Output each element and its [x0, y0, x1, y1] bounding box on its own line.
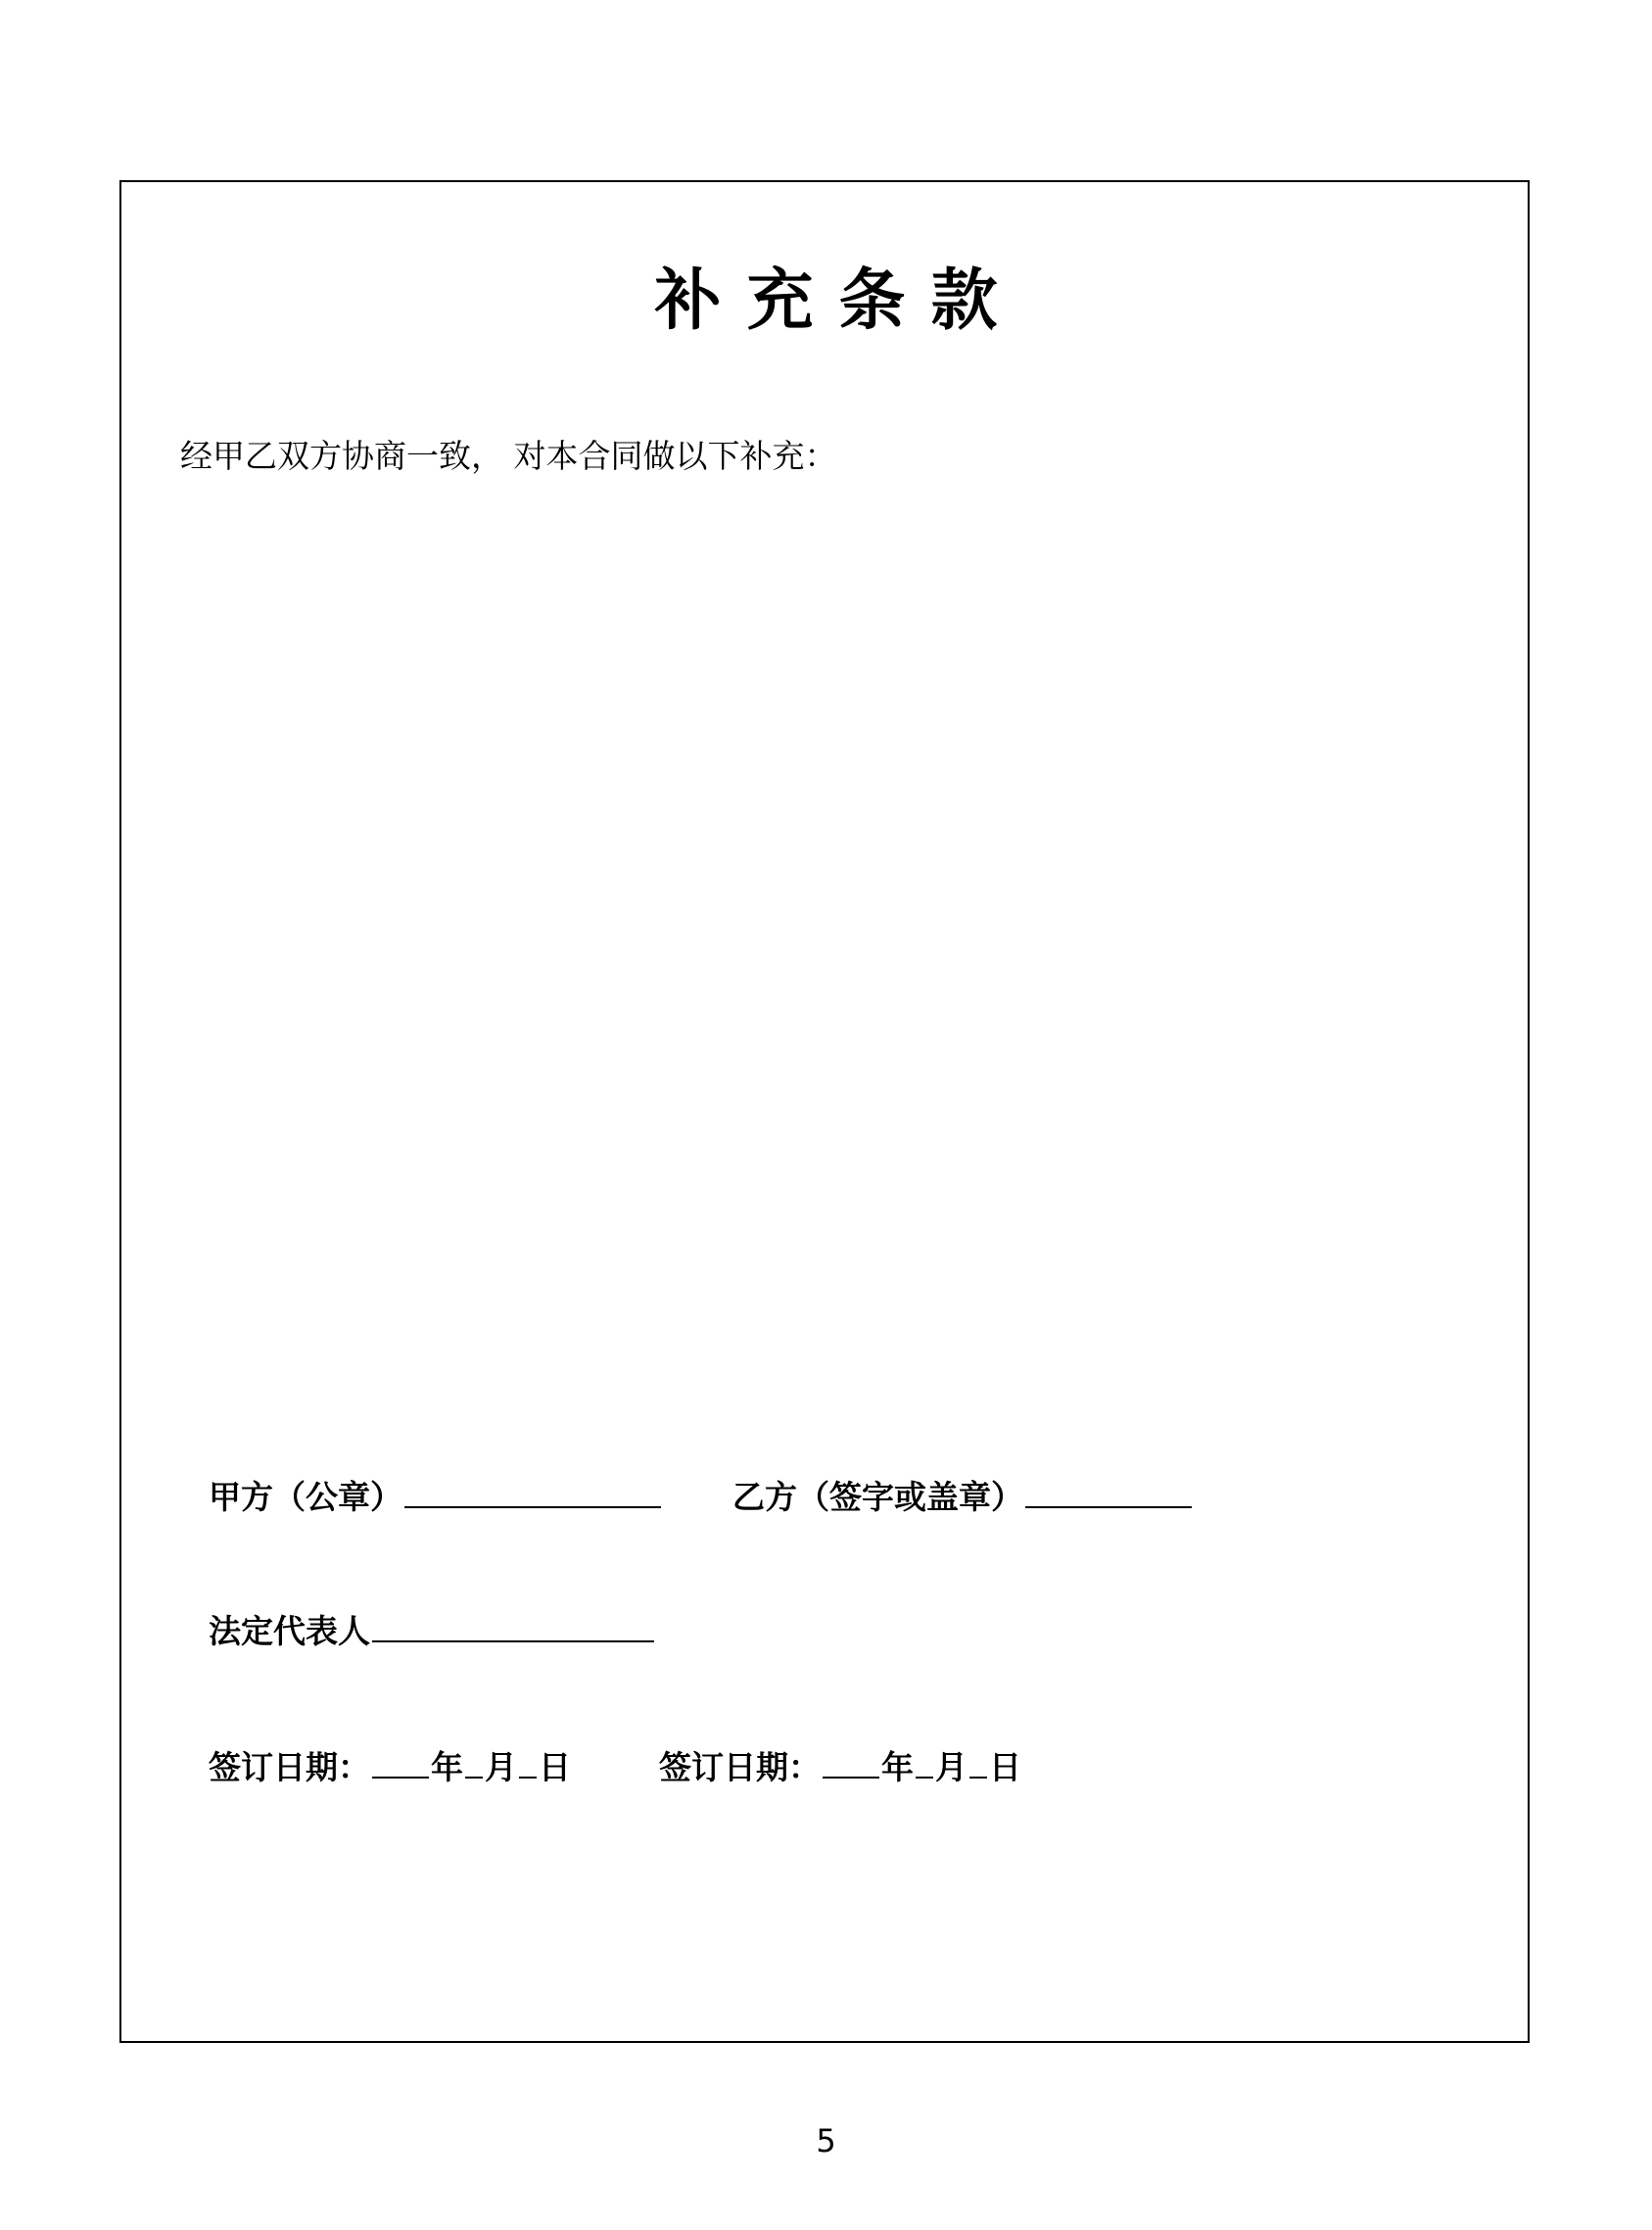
party-b-label: 乙方（签字或盖章） — [732, 1478, 1023, 1516]
date-b-day-label: 日 — [989, 1748, 1021, 1786]
date-a-year-label: 年 — [431, 1748, 463, 1786]
date-a-day-label: 日 — [539, 1748, 571, 1786]
date-b-year-blank[interactable] — [823, 1745, 879, 1779]
date-a-label: 签订日期： — [209, 1748, 370, 1786]
legal-rep-row — [209, 1609, 656, 1653]
document-title: 补充条款 — [654, 262, 1023, 340]
date-a-month-label: 月 — [485, 1748, 517, 1786]
date-a-day-blank[interactable] — [519, 1745, 537, 1779]
legal-rep-blank[interactable] — [372, 1609, 654, 1642]
date-b-year-label: 年 — [881, 1748, 914, 1786]
date-a-year-blank[interactable] — [372, 1745, 429, 1779]
date-b-month-blank[interactable] — [916, 1745, 933, 1779]
party-a-signature-row — [209, 1475, 663, 1519]
legal-rep-label: 法定代表人 — [209, 1612, 370, 1650]
date-b-label: 签订日期： — [659, 1748, 821, 1786]
date-a-row — [209, 1745, 571, 1789]
intro-paragraph: 经甲乙双方协商一致， 对本合同做以下补充： — [180, 437, 837, 475]
party-b-blank[interactable] — [1025, 1475, 1192, 1508]
date-b-day-blank[interactable] — [969, 1745, 987, 1779]
party-a-label: 甲方（公章） — [209, 1478, 402, 1516]
page-number: 5 — [816, 2122, 836, 2159]
date-b-row — [659, 1745, 1021, 1789]
party-b-signature-row — [732, 1475, 1194, 1519]
date-a-month-blank[interactable] — [465, 1745, 483, 1779]
party-a-blank[interactable] — [404, 1475, 661, 1508]
date-b-month-label: 月 — [935, 1748, 968, 1786]
